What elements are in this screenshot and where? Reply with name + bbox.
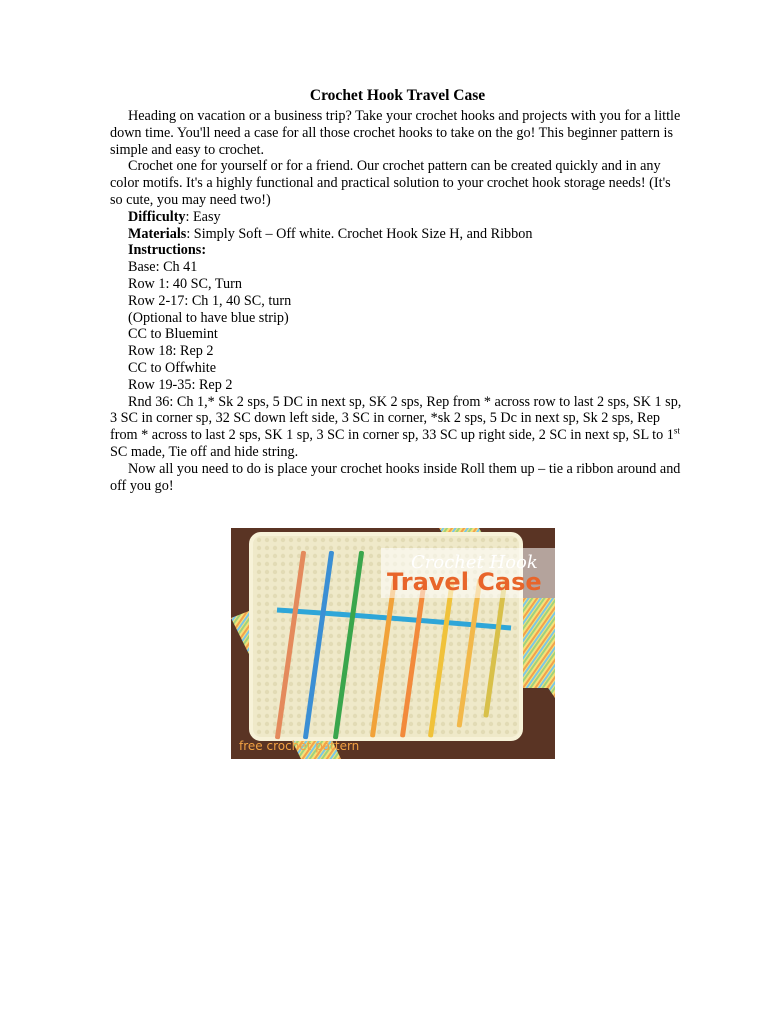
instruction-step: Row 18: Rep 2	[128, 343, 214, 360]
difficulty-label: Difficulty	[128, 208, 186, 225]
round-36-paragraph	[110, 394, 685, 461]
instruction-step: CC to Bluemint	[128, 326, 218, 343]
closing-paragraph: Now all you need to do is place your crochet hooks inside Roll them up – tie a ribbon around and off you go!	[110, 460, 681, 494]
materials-value: : Simply Soft – Off white. Crochet Hook Size H, and Ribbon	[186, 225, 533, 242]
instructions-heading: Instructions:	[128, 242, 207, 259]
photo-title-line-2: Travel Case	[387, 568, 542, 596]
round-36-text: Rnd 36: Ch 1,* Sk 2 sps, 5 DC in next sp, SK 2 sps, Rep from * across row to last 2 sps, SK 1 sp, 3 SC in corner sp, 32 SC down left side, 3 SC in corner, *sk 2 sps, 5 Dc in next sp, Sk 2 sps, Rep from * across to last 2 sps, SK 1 sp, 3 SC in corner sp, 33 SC up right side, 2 SC in next sp, SL to 1	[110, 393, 682, 444]
document-body	[110, 86, 685, 494]
photo-title-line-1: Crochet Hook	[411, 552, 538, 573]
instruction-step: Row 1: 40 SC, Turn	[128, 275, 242, 292]
photo-caption: free crochet pattern	[239, 739, 360, 753]
instruction-step: (Optional to have blue strip)	[128, 309, 289, 326]
photo-illustration	[231, 528, 555, 759]
difficulty-value: : Easy	[185, 208, 221, 225]
intro-paragraph-2: Crochet one for yourself or for a friend. Our crochet pattern can be created quickly and in any color motifs. It's a highly functional and practical solution to your crochet hook storage needs! (It's so cute, you may need two!)	[110, 158, 671, 208]
materials-label: Materials	[128, 225, 187, 242]
intro-paragraph-1: Heading on vacation or a business trip? Take your crochet hooks and projects with you for a little down time. You'll need a case for all those crochet hooks to take on the go! This beginner pattern is simple and easy to crochet.	[110, 108, 681, 158]
instruction-step: Row 2-17: Ch 1, 40 SC, turn	[128, 292, 292, 309]
instruction-step: Base: Ch 41	[128, 259, 198, 276]
ribbon-right-end	[523, 598, 555, 688]
document-title: Crochet Hook Travel Case	[309, 87, 486, 104]
materials-line	[110, 226, 685, 243]
superscript-st: st	[673, 425, 680, 436]
round-36-text-end: SC made, Tie off and hide string.	[110, 443, 299, 460]
difficulty-line	[110, 209, 685, 226]
crochet-case-photo	[231, 528, 555, 759]
instruction-step: Row 19-35: Rep 2	[128, 376, 233, 393]
instruction-step: CC to Offwhite	[128, 359, 217, 376]
